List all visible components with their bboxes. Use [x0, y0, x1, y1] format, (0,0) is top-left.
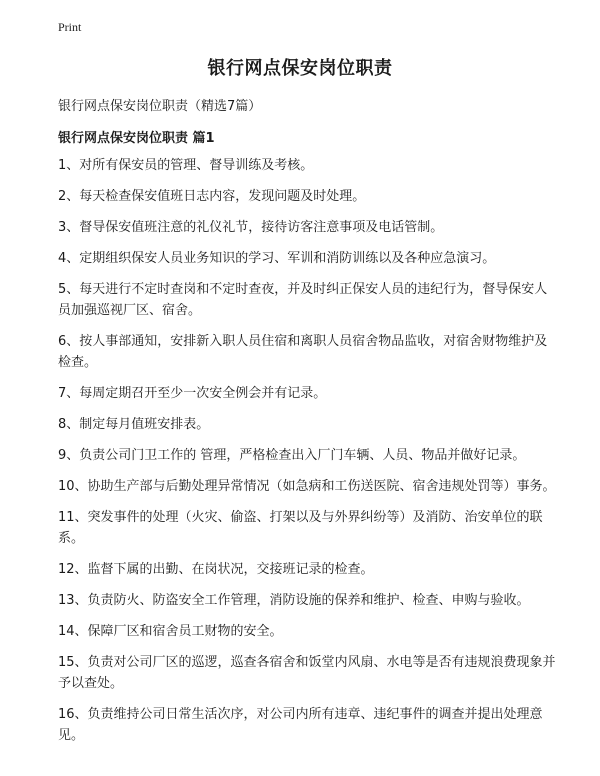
list-item: 5、每天进行不定时查岗和不定时查夜，并及时纠正保安人员的违纪行为，督导保安人员加强巡视厂区、宿舍。: [58, 282, 548, 318]
list-item: 3、督导保安值班注意的礼仪礼节，接待访客注意事项及电话管制。: [58, 220, 444, 235]
list-item: 10、协助生产部与后勤处理异常情况（如急病和工伤送医院、宿舍违规处罚等）事务。: [58, 479, 556, 494]
list-item: 1、对所有保安员的管理、督导训练及考核。: [58, 158, 314, 173]
duty-list: [58, 155, 558, 756]
list-item: 4、定期组织保安人员业务知识的学习、军训和消防训练以及各种应急演习。: [58, 251, 496, 266]
list-item: 12、监督下属的出勤、在岗状况，交接班记录的检查。: [58, 562, 374, 577]
list-item: 14、保障厂区和宿舍员工财物的安全。: [58, 624, 283, 639]
list-item: 13、负责防火、防盗安全工作管理，消防设施的保养和维护、检查、申购与验收。: [58, 593, 530, 608]
list-item: 8、制定每月值班安排表。: [58, 417, 210, 432]
document-subtitle: 银行网点保安岗位职责（精选7篇）: [58, 99, 262, 114]
print-label: Print: [58, 20, 82, 34]
page-title: 银行网点保安岗位职责: [207, 58, 393, 79]
list-item: 11、突发事件的处理（火灾、偷盗、打架以及与外界纠纷等）及消防、治安单位的联系。: [58, 510, 543, 546]
list-item: 15、负责对公司厂区的巡逻，巡查各宿舍和饭堂内风扇、水电等是否有违规浪费现象并予以查处。: [58, 655, 556, 691]
list-item: 16、负责维持公司日常生活次序，对公司内所有违章、违纪事件的调查并提出处理意见。: [58, 707, 543, 743]
list-item: 9、负责公司门卫工作的 管理，严格检查出入厂门车辆、人员、物品并做好记录。: [58, 448, 526, 463]
list-item: 2、每天检查保安值班日志内容，发现问题及时处理。: [58, 189, 366, 204]
section-heading: 银行网点保安岗位职责 篇1: [58, 131, 215, 146]
list-item: 6、按人事部通知，安排新入职人员住宿和离职人员宿舍物品监收，对宿舍财物维护及检查。: [58, 334, 548, 370]
list-item: 7、每周定期召开至少一次安全例会并有记录。: [58, 386, 327, 401]
